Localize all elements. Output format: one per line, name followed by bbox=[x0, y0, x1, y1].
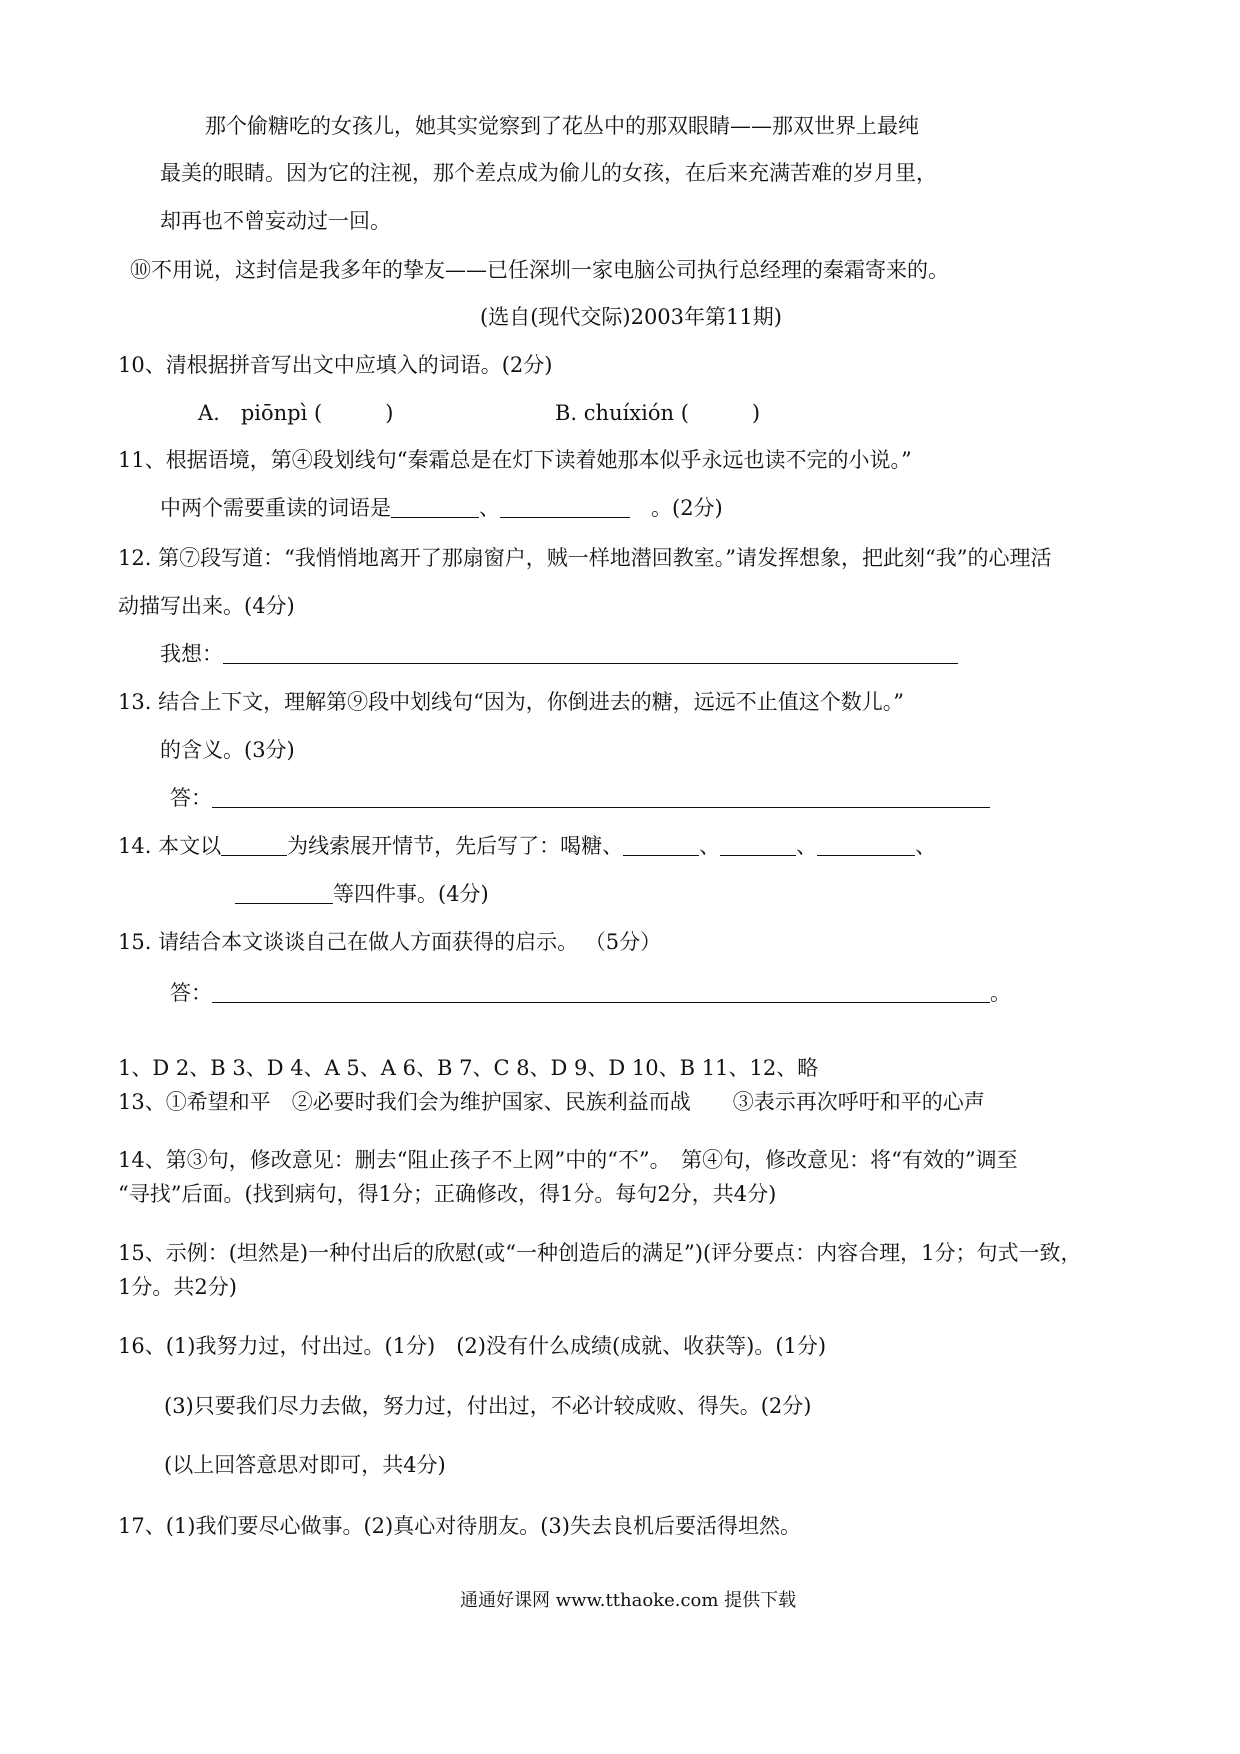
blank-separator: 、 bbox=[479, 496, 500, 520]
question-14 bbox=[118, 836, 936, 857]
passage-quote-line-1: 那个偷糖吃的女孩儿，她其实觉察到了花丛中的那双眼睛——那双世界上最纯 bbox=[205, 114, 919, 138]
answer-key-16-line-2: (3)只要我们尽力去做，努力过，付出过，不必计较成败、得失。(2分) bbox=[164, 1394, 812, 1418]
answer-key-16-line-3: (以上回答意思对即可，共4分) bbox=[164, 1453, 446, 1477]
question-11-blanks-line bbox=[160, 498, 723, 519]
answer-label: 答： bbox=[170, 786, 212, 810]
answer-key-14-line-2: “寻找”后面。(找到病句，得1分；正确修改，得1分。每句2分，共4分) bbox=[118, 1182, 777, 1206]
answer-key-15-line-1: 15、示例：(坦然是)一种付出后的欣慰(或“一种创造后的满足”)(评分要点：内容合理，1分；句式一致， bbox=[118, 1241, 1082, 1265]
answer-blank[interactable] bbox=[212, 984, 990, 1003]
blank-separator: 、 bbox=[915, 834, 937, 858]
blank-separator: 、 bbox=[796, 834, 818, 858]
question-12: 12. 第⑦段写道：“我悄悄地离开了那扇窗户，贼一样地潜回教室。”请发挥想象，把此刻“我”的心理活 bbox=[118, 546, 1052, 570]
answer-blank[interactable] bbox=[391, 499, 479, 518]
answer-key-13: 13、①希望和平 ②必要时我们会为维护国家、民族利益而战 ③表示再次呼吁和平的心声 bbox=[118, 1090, 985, 1114]
question-15-answer-line bbox=[170, 983, 1011, 1004]
answer-key-14-line-1: 14、第③句，修改意见：删去“阻止孩子不上网”中的“不”。 第④句，修改意见：将“有效的”调至 bbox=[118, 1148, 1018, 1172]
question-11-prefix: 中两个需要重读的词语是 bbox=[160, 496, 391, 520]
question-14-line-2 bbox=[235, 884, 489, 905]
question-13-line-2: 的含义。(3分) bbox=[160, 738, 295, 762]
answer-label: 我想： bbox=[160, 642, 223, 666]
answer-label: 答： bbox=[170, 981, 212, 1005]
answer-blank[interactable] bbox=[500, 499, 630, 518]
answer-blank[interactable] bbox=[817, 837, 915, 856]
question-10-option-a: A. piōnpì ( ) bbox=[198, 401, 394, 425]
answer-blank[interactable] bbox=[235, 885, 333, 904]
passage-quote-line-3: 却再也不曾妄动过一回。 bbox=[160, 209, 391, 233]
question-13: 13. 结合上下文，理解第⑨段中划线句“因为，你倒进去的糖，远远不止值这个数儿。” bbox=[118, 690, 905, 714]
answer-key-17: 17、(1)我们要尽心做事。(2)真心对待朋友。(3)失去良机后要活得坦然。 bbox=[118, 1514, 801, 1538]
question-11-suffix: 。(2分) bbox=[651, 496, 723, 520]
answer-key-15-line-2: 1分。共2分) bbox=[118, 1275, 237, 1299]
answer-blank[interactable] bbox=[212, 789, 990, 808]
question-14-suffix: 等四件事。(4分) bbox=[333, 882, 489, 906]
blank-separator: 、 bbox=[699, 834, 721, 858]
answer-end-mark: 。 bbox=[990, 981, 1011, 1005]
question-10: 10、清根据拼音写出文中应填入的词语。(2分) bbox=[118, 353, 553, 377]
passage-paragraph-10: ⑩不用说，这封信是我多年的挚友——已任深圳一家电脑公司执行总经理的秦霜寄来的。 bbox=[130, 258, 949, 282]
passage-source: (选自(现代交际)2003年第11期) bbox=[480, 305, 782, 329]
answer-blank[interactable] bbox=[223, 645, 958, 664]
question-14-part-2: 为线索展开情节，先后写了：喝糖、 bbox=[287, 834, 624, 858]
passage-quote-line-2: 最美的眼睛。因为它的注视，那个差点成为偷儿的女孩，在后来充满苦难的岁月里， bbox=[160, 161, 937, 185]
question-15: 15. 请结合本文谈谈自己在做人方面获得的启示。 （5分） bbox=[118, 930, 662, 954]
answer-key-16-line-1: 16、(1)我努力过，付出过。(1分) (2)没有什么成绩(成就、收获等)。(1分) bbox=[118, 1334, 827, 1358]
question-10-option-b: B. chuíxión ( ) bbox=[555, 401, 761, 425]
question-11: 11、根据语境，第④段划线句“秦霜总是在灯下读着她那本似乎永远也读不完的小说。” bbox=[118, 448, 912, 472]
question-12-line-2: 动描写出来。(4分) bbox=[118, 594, 295, 618]
answer-key-1-12: 1、D 2、B 3、D 4、A 5、A 6、B 7、C 8、D 9、D 10、B 11、12、略 bbox=[118, 1056, 819, 1080]
page-footer: 通通好课网 www.tthaoke.com 提供下载 bbox=[460, 1590, 797, 1611]
question-12-answer-line bbox=[160, 644, 958, 665]
answer-blank[interactable] bbox=[221, 837, 287, 856]
question-14-part-1: 14. 本文以 bbox=[118, 834, 222, 858]
question-13-answer-line bbox=[170, 788, 990, 809]
answer-blank[interactable] bbox=[623, 837, 699, 856]
answer-blank[interactable] bbox=[720, 837, 796, 856]
